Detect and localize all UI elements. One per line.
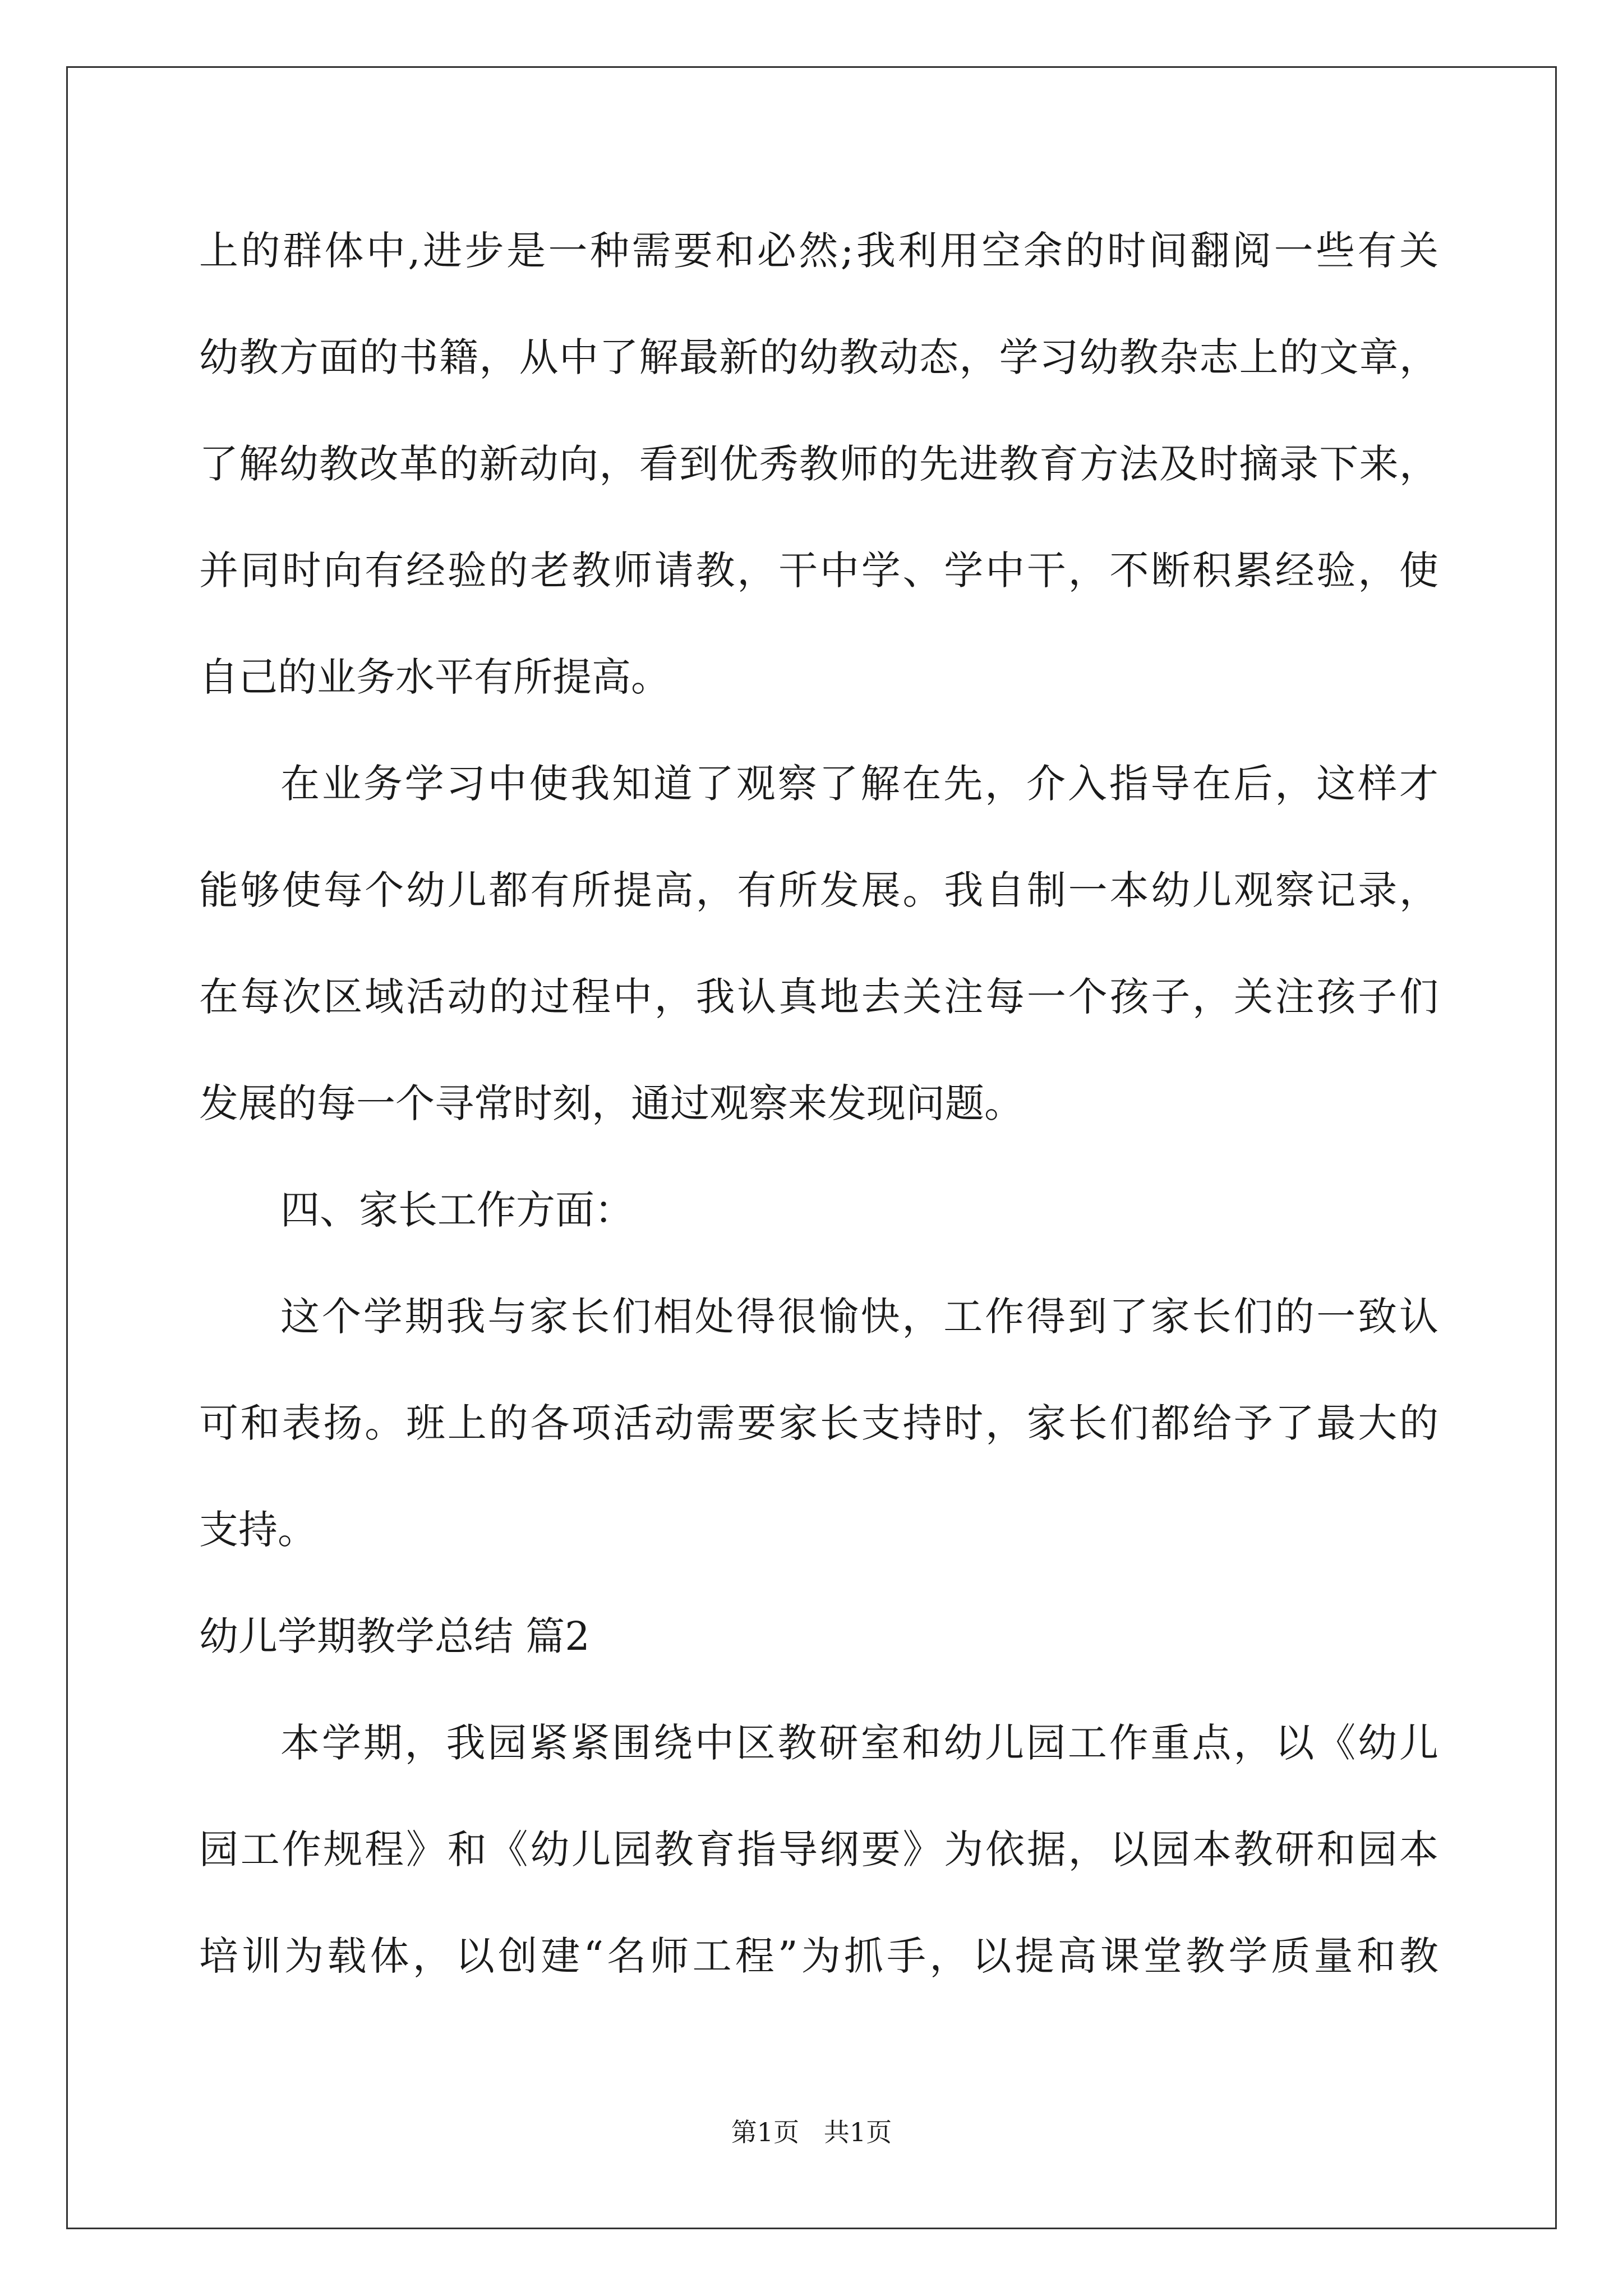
text-line: 能够使每个幼儿都有所提高，有所发展。我自制一本幼儿观察记录， [199, 867, 1438, 913]
text-line: 自己的业务水平有所提高。 [199, 654, 670, 700]
text-line: 可和表扬。班上的各项活动需要家长支持时，家长们都给予了最大的 [199, 1400, 1438, 1446]
page-border [66, 66, 1557, 2229]
text-line: 了解幼教改革的新动向，看到优秀教师的先进教育方法及时摘录下来， [199, 441, 1438, 487]
text-line: 在业务学习中使我知道了观察了解在先，介入指导在后，这样才 [280, 761, 1438, 807]
text-line: 发展的每一个寻常时刻，通过观察来发现问题。 [199, 1080, 1023, 1126]
text-line: 园工作规程》和《幼儿园教育指导纲要》为依据，以园本教研和园本 [199, 1826, 1438, 1872]
text-line: 培训为载体，以创建“名师工程”为抓手，以提高课堂教学质量和教 [199, 1933, 1438, 1979]
article-title: 幼儿学期教学总结 篇2 [199, 1613, 590, 1659]
text-line: 在每次区域活动的过程中，我认真地去关注每一个孩子，关注孩子们 [199, 974, 1438, 1020]
text-line: 本学期，我园紧紧围绕中区教研室和幼儿园工作重点，以《幼儿 [280, 1720, 1438, 1766]
text-line: 并同时向有经验的老教师请教，干中学、学中干，不断积累经验，使 [199, 547, 1438, 593]
text-line: 支持。 [199, 1507, 317, 1553]
page-number: 第1页 共1页 [731, 2117, 892, 2147]
text-line: 这个学期我与家长们相处得很愉快，工作得到了家长们的一致认 [280, 1294, 1438, 1340]
text-line: 幼教方面的书籍，从中了解最新的幼教动态，学习幼教杂志上的文章， [199, 334, 1438, 380]
text-line: 上的群体中,进步是一种需要和必然;我利用空余的时间翻阅一些有关 [199, 228, 1438, 274]
section-heading: 四、家长工作方面： [280, 1187, 634, 1233]
